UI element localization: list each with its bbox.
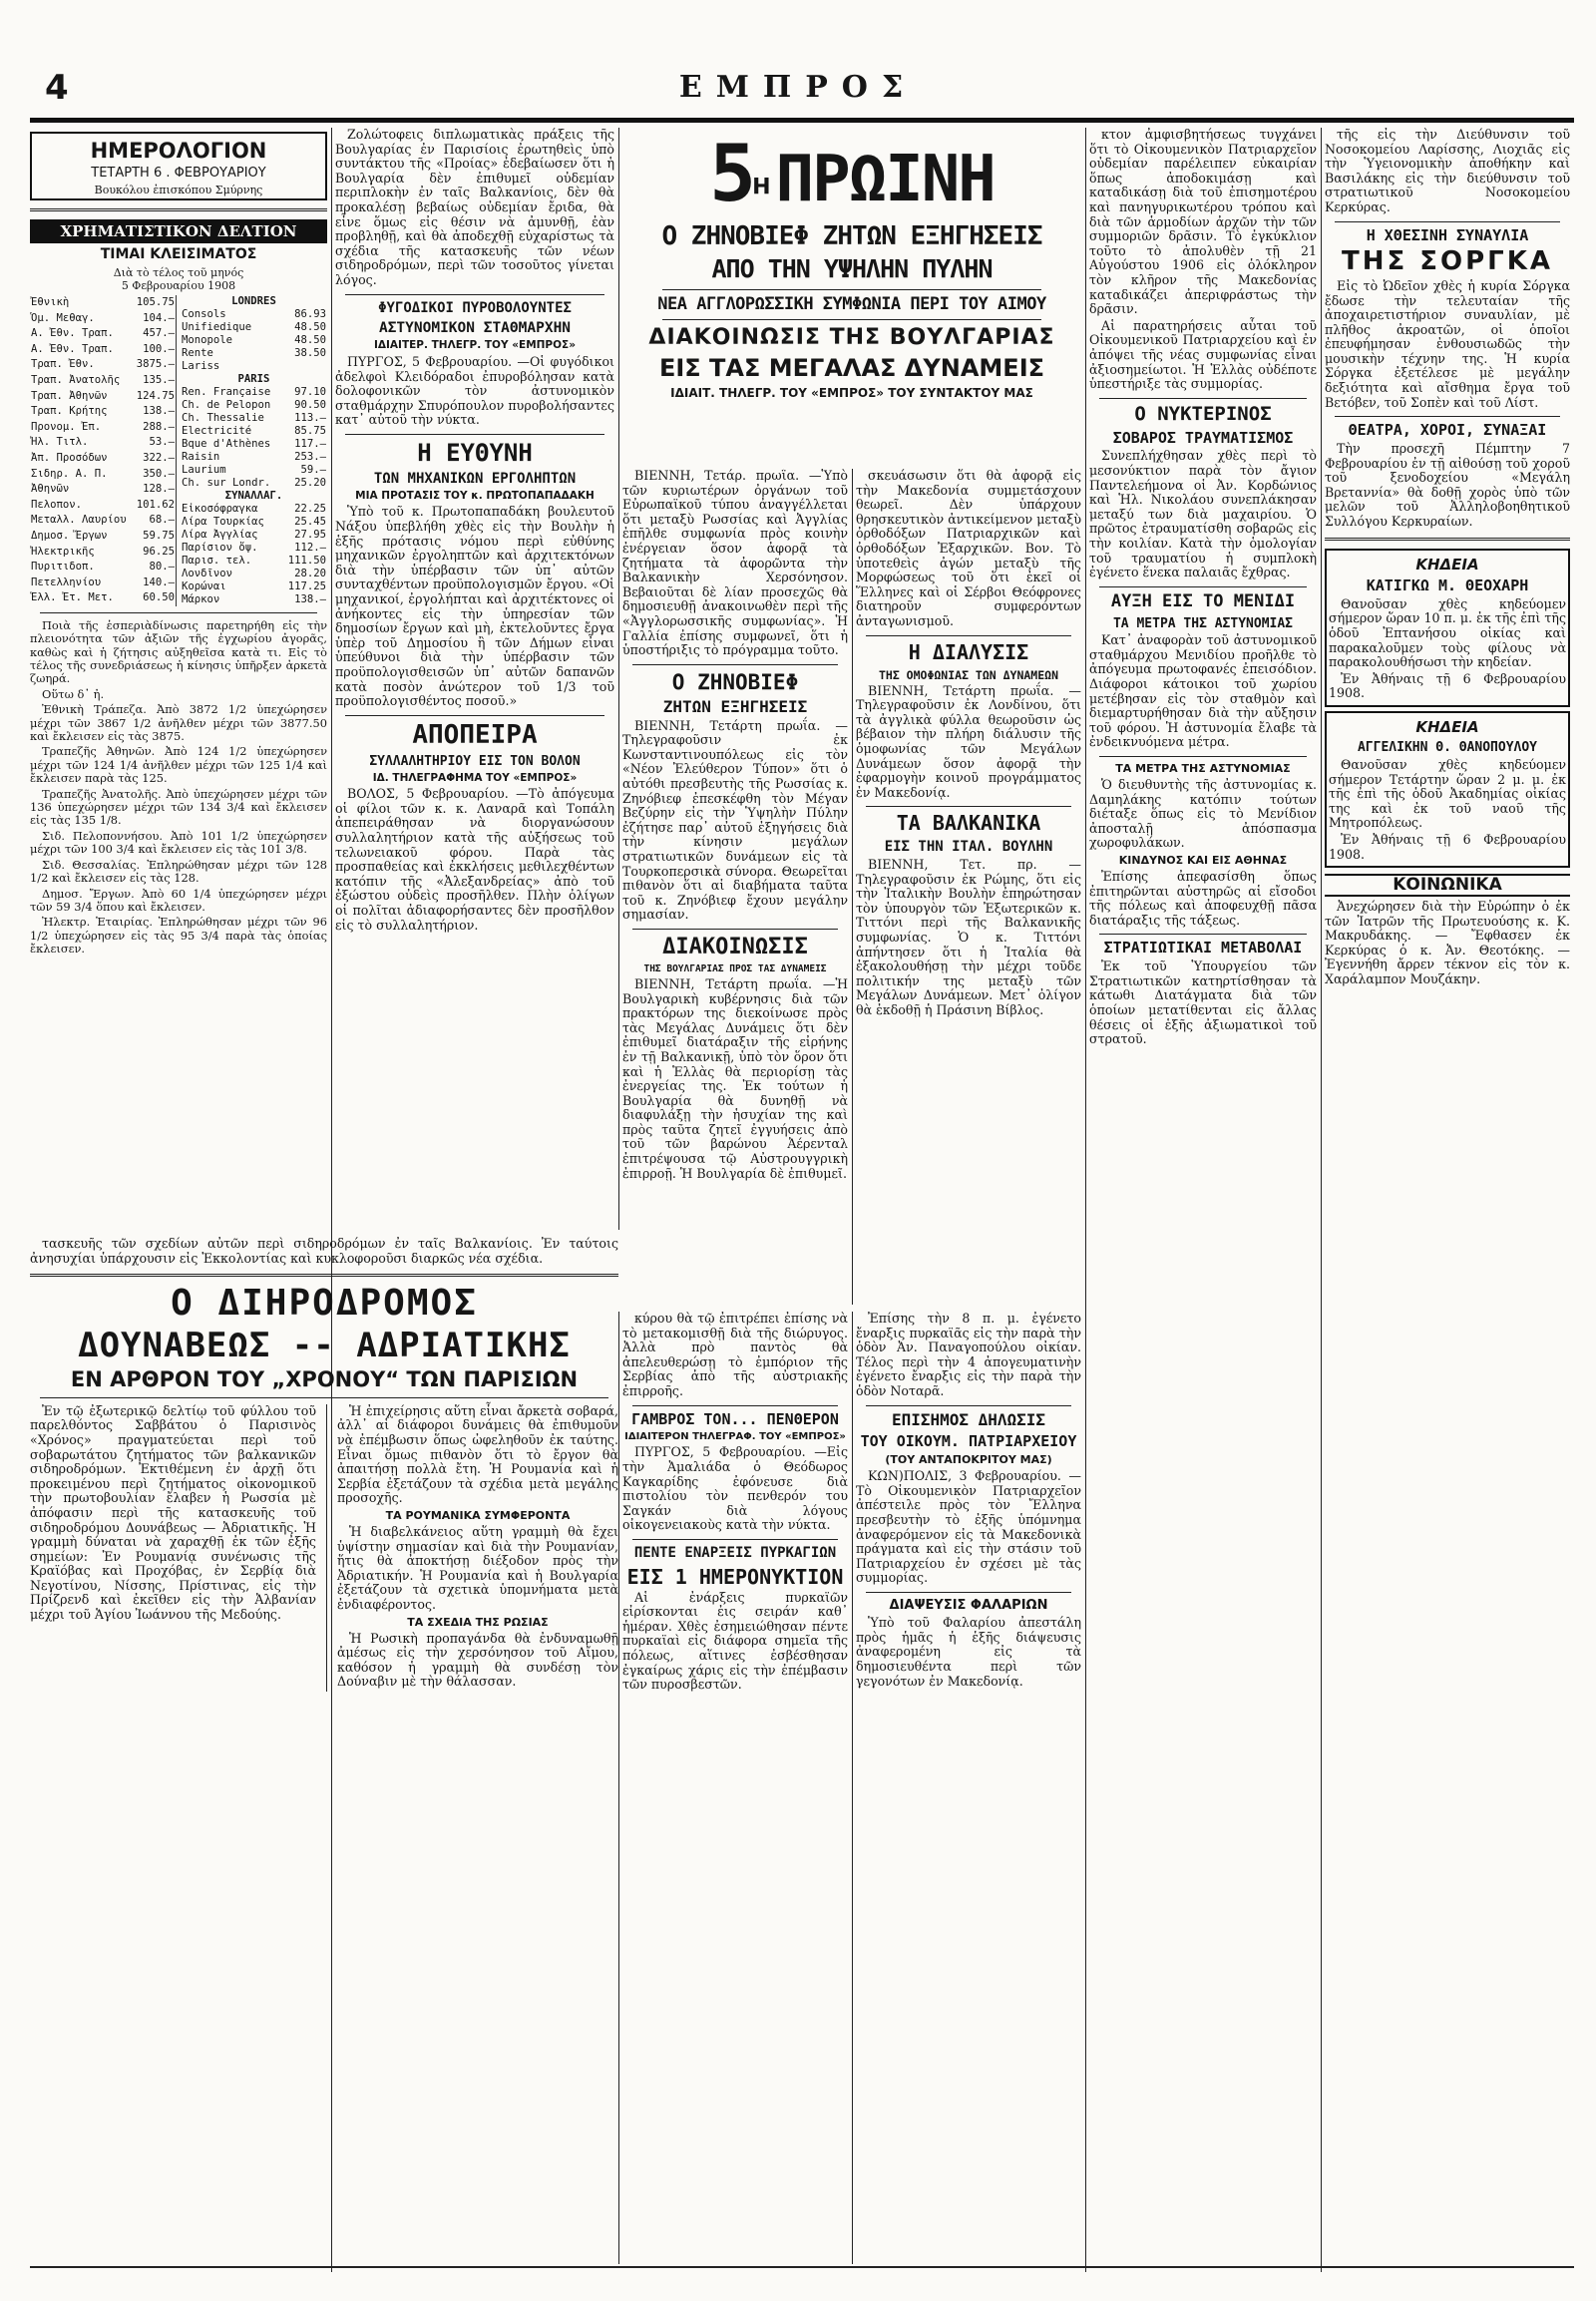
divider — [866, 806, 1071, 807]
rate-name: Electricité — [182, 424, 252, 437]
rate-name: Consols — [182, 307, 226, 320]
calendar-box — [30, 132, 327, 200]
rate-name: Λίρα Ἀγγλίας — [182, 528, 258, 541]
divider — [1335, 221, 1560, 222]
rate-value: 100.— — [143, 342, 175, 355]
finance-tables — [30, 295, 327, 606]
rate-name: Μεταλλ. Λαυρίου — [31, 514, 127, 527]
article-paragraph: κτον ἀμφισβητήσεως τυγχάνει ὅτι τὸ Οἰκουμενικὸν Πατριαρχεῖον οὐδεμίαν παρέλειπεν εὐκαιρίαν ὅπως ἀποδοκιμάσῃ καὶ καταδικάσῃ διὰ τοῦ ἐπισημοτέρου καὶ πανηγυρικωτέρου τρόπου καὶ διὰ τῶν ἁρμοδίων ἀρχῶν τὴν τῶν συμμοριῶν δρᾶσιν. Τὸ ἐγκύκλιον τοῦτο τὸ ἀπολυθὲν τῇ 21 Αὐγούστου 1906 εἰς ὁλόκληρον τὸν κλῆρον τῆς Μακεδονίας καταδικάζει ἀπεριφράστως τὴν δρᾶσιν. — [1089, 128, 1317, 317]
article-paragraph: Ἡ Ρωσικὴ προπαγάνδα θὰ ἐνδυναμωθῇ ἀμέσως εἰς τὴν χερσόνησον τοῦ Αἴμου, καθόσον ἡ γραμμὴ θὰ συνδέσῃ τὸν Δούναβιν μὲ τὴν θάλασσαν. — [336, 1630, 618, 1690]
headline: ΕΙΣ 1 ΗΜΕΡΟΝΥΚΤΙΟΝ — [626, 1564, 844, 1589]
masthead-rule — [30, 118, 1574, 123]
rates-section-label: LONDRES — [231, 294, 276, 307]
article-paragraph: ΠΥΡΓΟΣ, 5 Φεβρουαρίου. —Εἰς τὴν Ἀμαλιάδα ὁ Θεόδωρος Καγκαρίδης ἐφόνευσε διὰ πιστολίου τὸν πενθερόν του Σαγκάν διὰ λόγους οἰκογενειακοὺς κατὰ τὴν νύκτα. — [622, 1444, 848, 1533]
article-paragraph: ΒΙΕΝΝΗ, Τετ. πρ. —Τηλεγραφοῦσιν ἐκ Ρώμης, ὅτι εἰς τὴν Ἰταλικὴν Βουλὴν ἐπηρώτησαν τὸν ὑπουργὸν τῶν Ἐξωτερικῶν κ. Τιττόνι περὶ τῆς Βαλκανικῆς συμφωνίας. Ὁ κ. Τιττόνι ἀπήντησεν ὅτι ἡ Ἰταλία θὰ ἐξακολουθήσῃ τὴν μέχρι τοῦδε πολιτικήν της μεταξὺ τῶν Μεγάλων Δυνάμεων. Μετ᾽ ὀλίγον θὰ ἐκδοθῇ ἡ Πράσινη Βίβλος. — [856, 857, 1081, 1017]
finance-commentary-paragraph: Τραπεζῆς Ἀθηνῶν. Ἀπὸ 124 1/2 ὑπεχώρησεν μέχρι τῶν 124 1/4 ἀνῆλθεν μέχρι τῶν 125 1/4 καὶ ἔκλεισεν παρὰ τὰς 125. — [30, 744, 327, 786]
rate-name: Τραπ. Ἀνατολῆς — [31, 374, 121, 387]
headline: ΦΥΓΟΔΙΚΟΙ ΠΥΡΟΒΟΛΟΥΝΤΕΣ — [378, 299, 572, 316]
rate-row — [181, 347, 327, 360]
funeral-name: ΚΑΤΙΓΚΩ Μ. ΘΕΟΧΑΡΗ — [1366, 576, 1529, 595]
column-rule — [852, 1312, 853, 2264]
divider — [662, 289, 1041, 290]
rate-name: Raisin — [182, 450, 220, 463]
divider — [866, 1592, 1071, 1593]
divider — [1099, 756, 1307, 757]
byline: ΙΔΙΑΙΤΕΡ. ΤΗΛΕΓΡ. ΤΟΥ «ΕΜΠΡΟΣ» — [373, 339, 577, 352]
rate-name: Τραπ. Ἐθν. — [31, 358, 95, 371]
main-article-col-right — [337, 1404, 618, 1692]
rate-value: 86.93 — [294, 307, 326, 320]
rate-row — [181, 451, 327, 464]
headline: ΔΙΑΚΟΙΝΩΣΙΣ — [662, 934, 808, 959]
rate-name: Μάρκον — [182, 592, 220, 605]
rate-row — [30, 420, 177, 436]
column-rule — [618, 1312, 619, 2264]
rate-name: Unifiedique — [182, 320, 252, 333]
headline: ΤΟΥ ΟΙΚΟΥΜ. ΠΑΤΡΙΑΡΧΕΙΟΥ — [860, 1432, 1077, 1451]
rate-name: Παρισ. τελ. — [182, 554, 252, 567]
rate-row — [181, 593, 327, 606]
rate-row — [181, 529, 327, 542]
rate-row — [30, 482, 177, 498]
social-title: ΚΟΙΝΩΝΙΚΑ — [1325, 874, 1570, 897]
rate-value: 140.— — [143, 575, 175, 588]
rate-value: 28.20 — [294, 567, 326, 579]
column-rule — [852, 469, 853, 1305]
calendar-label: ΗΜΕΡΟΛΟΓΙΟΝ — [90, 139, 267, 163]
rate-name: Ἀθηνῶν — [31, 483, 70, 496]
divider — [1325, 538, 1570, 541]
divider — [30, 208, 327, 211]
main-article-subtitle: ΕΝ ΑΡΘΡΟΝ ΤΟΥ „ΧΡΟΝΟΥ“ ΤΩΝ ΠΑΡΙΣΙΩΝ — [70, 1366, 579, 1391]
divider — [632, 1405, 838, 1406]
rate-value: 457.— — [143, 327, 175, 340]
rate-value: 113.— — [294, 411, 326, 424]
article-paragraph: Αἱ παρατηρήσεις αὗται τοῦ Οἰκουμενικοῦ Πατριαρχείου καὶ ἐν ἀπόψει τῆς νέας συμφωνίας εἶναι ἀξιοσημείωτοι. Ἡ Ἑλλὰς οὐδέποτε ὑπεστήριξε τὰς συμμορίας. — [1089, 317, 1317, 392]
headline: ΤΑ ΣΧΕΔΙΑ ΤΗΣ ΡΩΣΙΑΣ — [407, 1615, 549, 1629]
rate-row — [181, 477, 327, 490]
rate-name: Ch. Thessalie — [182, 411, 264, 424]
finance-subtitle: ΤΙΜΑΙ ΚΛΕΙΣΙΜΑΤΟΣ — [100, 246, 257, 263]
column-4 — [856, 469, 1081, 1305]
article-paragraph: Κατ᾽ ἀναφορὰν τοῦ ἀστυνομικοῦ σταθμάρχου Μενιδίου προῆλθε τὸ ἀπόγευμα πρωτοφανές ἐπεισόδιον. Διάφοροι κάτοικοι τοῦ χωρίου μετέβησαν εἰς τὸν σταθμὸν καὶ διεμαρτυρήθησαν διὰ τὴν αὔξησιν τοῦ φόρου. Ἡ ἀστυνομία ἔλαβε τὰ ἐνδεικνυόμενα μέτρα. — [1089, 632, 1317, 750]
rate-name: Monopole — [182, 333, 233, 346]
rate-row — [30, 435, 177, 451]
rate-value: 97.10 — [294, 385, 326, 398]
rate-value: 59.— — [300, 463, 326, 476]
rate-row — [30, 295, 177, 311]
rate-value: 253.— — [294, 450, 326, 463]
rate-value: 59.75 — [143, 529, 175, 542]
funeral-name: ΑΓΓΕΛΙΚΗΝ Θ. ΘΑΝΟΠΟΥΛΟΥ — [1357, 740, 1537, 756]
rate-row — [30, 451, 177, 467]
rate-value: 38.50 — [294, 346, 326, 359]
rate-name: Τραπ. Κρήτης — [31, 405, 108, 418]
column-1 — [30, 128, 327, 1230]
rate-value: 25.45 — [294, 515, 326, 528]
rate-value: 124.75 — [136, 389, 175, 402]
rate-row — [181, 542, 327, 555]
rate-name: Λονδῖνον — [182, 567, 233, 579]
article-paragraph: τῆς εἰς τὴν Διεύθυνσιν τοῦ Νοσοκομείου Λαρίσσης, Λιοχιᾶς εἰς τὴν Ὑγειονομικὴν ἀποθήκην καὶ Βασιλάκης εἰς τὴν διεύθυνσιν τοῦ στρατιωτικοῦ Νοσοκομείου Κερκύρας. — [1325, 128, 1570, 214]
newspaper-title: ΕΜΠΡΟΣ — [678, 70, 918, 105]
byline: (ΤΟΥ ΑΝΤΑΠΟΚΡΙΤΟΥ ΜΑΣ) — [885, 1453, 1052, 1467]
article-paragraph: ΒΙΕΝΝΗ, Τετάρτη πρωΐα. —Ἡ Βουλγαρικὴ κυβέρνησις διὰ τῶν πρακτόρων της διεκοίνωσε πρὸς τὰς Μεγάλας Δυνάμεις ὅτι δὲν ἐπιθυμεῖ διατάραξιν τῆς εἰρήνης ἐν τῇ Βαλκανικῇ, ὑπὸ τὸν ὅρον ὅτι καὶ ἡ Ἑλλὰς θὰ περιορίσῃ τὰς ἐνεργείας της. Ἐκ τούτων ἡ Βουλγαρία θὰ δυνηθῇ νὰ διαφυλάξῃ τὴν ἡσυχίαν της καὶ πρὸς ταῦτα ζητεῖ ἐγγυήσεις ἀπὸ τοῦ τῶν βαρώνου Ἀέρενταλ ἐπιτρέψουσα τῷ Αὐστρουγγρικὴ ἐπιρροῇ. Ἡ Βουλγαρία δὲ ἐπιθυμεῖ. — [622, 975, 848, 1181]
finance-commentary-paragraph: Δημοσ. Ἔργων. Ἀπὸ 60 1/4 ὑπεχώρησεν μέχρι τῶν 59 3/4 ὅπου καὶ ἔκλεισεν. — [30, 886, 327, 914]
bottom-rule — [30, 2266, 1574, 2268]
funeral-title: ΚΗΔΕΙΑ — [1415, 717, 1479, 736]
finance-commentary-paragraph: Ἐθνικὴ Τράπεζα. Ἀπὸ 3872 1/2 ὑπεχώρησεν μέχρι τῶν 3867 1/2 ἀνῆλθεν μέχρι τῶν 3877.50 καὶ ἔκλεισεν εἰς τὰς 3875. — [30, 702, 327, 744]
page-number: 4 — [45, 68, 69, 108]
article-paragraph: Ἡ διαβελκάνειος αὕτη γραμμὴ θὰ ἔχει ὑψίστην σημασίαν καὶ διὰ τὴν Ρουμανίαν, ἥτις θὰ ἀποκτήσῃ διέξοδον πρὸς τὴν Ἀδριατικήν. Ἡ Ρουμανία καὶ ἡ Βουλγαρία ἐξετάζουν τὰ σχετικὰ ὑπομνήματα μετὰ ἐνδιαφέροντος. — [336, 1524, 618, 1612]
rate-row — [30, 575, 177, 590]
rate-row — [181, 568, 327, 580]
byline: ΙΔΙΑΙΤ. ΤΗΛΕΓΡ. ΤΟΥ «ΕΜΠΡΟΣ» ΤΟΥ ΣΥΝΤΑΚΤΟΥ ΜΑΣ — [670, 385, 1033, 400]
rate-row — [30, 544, 177, 560]
funeral-title: ΚΗΔΕΙΑ — [1415, 555, 1479, 574]
rate-name: Σιδηρ. Α. Π. — [31, 467, 108, 480]
headline: ΤΑ ΒΑΛΚΑΝΙΚΑ — [896, 811, 1041, 836]
rate-row — [30, 498, 177, 514]
rate-row — [181, 516, 327, 529]
rate-row — [181, 503, 327, 516]
rate-row — [30, 466, 177, 482]
divider — [866, 635, 1071, 636]
headline: ΣΥΛΛΑΛΗΤΗΡΙΟΥ ΕΙΣ ΤΟΝ ΒΟΛΟΝ — [369, 753, 581, 769]
lower-col-4 — [856, 1312, 1081, 2264]
rate-row — [30, 342, 177, 358]
finance-date: 5 Φεβρουαρίου 1908 — [121, 278, 236, 292]
headline: ΠΕΝΤΕ ΕΝΑΡΞΕΙΣ ΠΥΡΚΑΓΙΩΝ — [633, 1544, 837, 1561]
article-paragraph: ΠΥΡΓΟΣ, 5 Φεβρουαρίου. —Οἱ φυγόδικοι ἀδελφοὶ Κλειδόραδοι ἐπυροβόλησαν κατὰ δολοφονικῶν τὸν ἀστυνομικὸν σταθμάρχην Σπυρόπουλον πυροβολήσαντες κατ᾽ αὐτοῦ τὴν νύκτα. — [335, 353, 614, 428]
headline: ΤΑ ΡΟΥΜΑΝΙΚΑ ΣΥΜΦΕΡΟΝΤΑ — [385, 1508, 571, 1522]
main-article-col-left — [30, 1404, 316, 1692]
article-paragraph: Συνεπλήχθησαν χθὲς περὶ τὸ μεσονύκτιον παρὰ τὸν ἄγιον Παντελεήμονα οἱ Ἀν. Κορδώνιος καὶ Ἡλ. Νικολάου συνεπλάκησαν μεταξύ των διὰ μαχαιρίου. Ὁ πρῶτος ἐτραυματίσθη σοβαρῶς εἰς τὴν κοιλίαν. Κατὰ τὴν ὁμολογίαν τοῦ τραυματίου ἡ συμπλοκὴ ἐγένετο ἕνεκα παλαιᾶς ἔχθρας. — [1089, 448, 1317, 580]
rate-row — [30, 326, 177, 342]
rate-value: 48.50 — [294, 320, 326, 333]
rate-name: Ch. sur Londr. — [182, 476, 271, 489]
byline: ΙΔ. ΤΗΛΕΓΡΑΦΗΜΑ ΤΟΥ «ΕΜΠΡΟΣ» — [372, 771, 578, 784]
finance-title: ΧΡΗΜΑΤΙΣΤΙΚΟΝ ΔΕΛΤΙΟΝ — [30, 219, 327, 243]
rate-name: Ἠλεκτρικῆς — [31, 545, 95, 558]
rate-value: 117.25 — [287, 579, 326, 592]
rate-name: Rente — [182, 346, 213, 359]
calendar-date: ΤΕΤΑΡΤΗ 6 . ΦΕΒΡΟΥΑΡΙΟΥ — [91, 166, 266, 182]
headline: Η ΧΘΕΣΙΝΗ ΣΥΝΑΥΛΙΑ — [1366, 225, 1529, 244]
rate-value: 80.— — [149, 561, 175, 574]
headline: ΚΙΝΔΥΝΟΣ ΚΑΙ ΕΙΣ ΑΘΗΝΑΣ — [1118, 854, 1288, 868]
rate-row — [181, 308, 327, 321]
divider — [632, 929, 838, 930]
rate-value: 135.— — [143, 374, 175, 387]
article-paragraph: ΒΙΕΝΝΗ, Τετάρτη πρωΐα. —Τηλεγραφοῦσιν ἐκ Λονδίνου, ὅτι τὰ ἀγγλικὰ φύλλα θεωροῦσιν ὡς βέβαιον τὴν πλήρη διάλυσιν τῆς ὁμοφωνίας τῶν Μεγάλων Δυνάμεων ὅσον ἀφορᾷ τὴν ἐφαρμογὴν κοινοῦ προγράμματος ἐν Μακεδονίᾳ. — [856, 682, 1081, 800]
divider — [1099, 934, 1307, 935]
headline: ΔΙΑΨΕΥΣΙΣ ΦΑΛΑΡΙΩΝ — [889, 1597, 1048, 1613]
article-paragraph: κύρου θὰ τῷ ἐπιτρέπει ἐπίσης νὰ τὸ μετακομισθῇ διὰ τῆς διώρυγος. Ἀλλὰ πρὸ παντὸς θὰ ἀπελευθερώσῃ τὸ ἐμπόριον τῆς Σερβίας ἀπὸ τῆς αὐστριακῆς ἐπιρροῆς. — [622, 1312, 848, 1398]
rate-value: 22.25 — [294, 502, 326, 515]
divider — [632, 1539, 838, 1540]
banner-line: ΕΙΣ ΤΑΣ ΜΕΓΑΛΑΣ ΔΥΝΑΜΕΙΣ — [658, 353, 1045, 382]
rate-name: Ὁμ. Μεθαγ. — [31, 311, 95, 324]
column-6 — [1325, 128, 1570, 2272]
rate-row — [30, 373, 177, 389]
headline: ΤΗΣ ΣΟΡΓΚΑ — [1341, 246, 1554, 277]
divider — [1335, 416, 1560, 417]
rate-name: Κορώναι — [182, 579, 226, 592]
divider — [1099, 398, 1307, 399]
rate-value: 96.25 — [143, 545, 175, 558]
column-5 — [1089, 128, 1317, 2272]
article-paragraph: Ἀνεχώρησεν διὰ τὴν Εὐρώπην ὁ ἐκ τῶν Ἰατρῶν τῆς Πρωτευούσης κ. Κ. Μακρυδάκης. — Ἔφθασεν ἐκ Κερκύρας ὁ κ. Ἀν. Θεοτόκης. — Ἐγεννήθη ἄρρεν τέκνον εἰς τὸν κ. Χαράλαμπον Μουζάκην. — [1325, 898, 1570, 986]
lower-col-3 — [622, 1312, 848, 2264]
rate-value: 25.20 — [294, 476, 326, 489]
rate-row — [30, 529, 177, 545]
rate-name: Ch. de Pelopon — [182, 398, 271, 411]
rate-row — [30, 560, 177, 575]
article-paragraph: Εἰς τὸ Ὠδεῖον χθὲς ἡ κυρία Σόργκα ἔδωσε τὴν τελευταίαν τῆς ἀποχαιρετιστήριον συναυλίαν, μὲ πλῆθος ἀκροατῶν, οἱ ὁποῖοι ἐπευφήμησαν ἐνθουσιωδῶς τὴν μουσικὴν τέχνην της. Ἡ κυρία Σόργκα ἐξετέλεσε μὲ μεγάλην δεξιότητα καὶ αἴσθημα ἔργα τοῦ Βετόβεν, τοῦ Σοπὲν καὶ τοῦ Λίστ. — [1325, 277, 1570, 410]
banner-line: ΑΠΟ ΤΗΝ ΥΨΗΛΗΝ ΠΥΛΗΝ — [711, 254, 993, 284]
rate-row — [181, 386, 327, 399]
main-article-body — [30, 1404, 618, 1692]
article-paragraph: Ἡ ἐπιχείρησις αὕτη εἶναι ἄρκετὰ σοβαρά, ἀλλ᾽ αἱ διάφοροι δυνάμεις θὰ ἐπιθυμοῦν νὰ ἐπέμβωσιν ὅπως ὠφεληθοῦν ἐκ ταύτης. Εἶναι ὅμως πιθανὸν ὅτι τὸ ἔργον θὰ ἀπαιτήσῃ πολλὰ ἔτη. Ἡ Ρουμανία καὶ ἡ Σερβία ἐξετάζουν τὰ σχέδια μετὰ μεγάλης προσοχῆς. — [336, 1402, 618, 1506]
column-rule — [1321, 128, 1322, 2272]
byline: ΜΙΑ ΠΡΟΤΑΣΙΣ ΤΟΥ κ. ΠΡΩΤΟΠΑΠΑΔΑΚΗ — [355, 489, 595, 502]
headline: ΑΥΞΗ ΕΙΣ ΤΟ ΜΕΝΙΔΙ — [1110, 590, 1296, 611]
headline: ΖΗΤΩΝ ΕΞΗΓΗΣΕΙΣ — [662, 696, 808, 716]
rate-name: Λίρα Τουρκίας — [182, 515, 264, 528]
article-paragraph: Ζολώτοφεις διπλωματικὰς πράξεις τῆς Βουλγαρίας ἐν Παρισίοις ἐρωτηθεὶς ὑπὸ συντάκτου τῆς «Προίας» ἐδεβαίωσεν ὅτι ἡ Βουλγαρία δὲν ἐπιθυμεῖ οὐδεμίαν περιπλοκὴν ἐν ταῖς Βαλκανίοις, δὲν θὰ προκαλέσῃ βεβαίως οὐδεμίαν ἔριδα, θὰ εἶνε ὅμως εἰς θέσιν νὰ ἀμυνθῇ, ἐὰν προβληθῇ, καὶ θὰ ἀποδεχθῇ εὐχαρίστως τὰ σχέδια τῆς κατασκευῆς τῶν νέων σιδηροδρόμων, περὶ τῶν τοσοῦτος γίνεται λόγος. — [335, 128, 614, 287]
banner-line: Ο ΖΗΝΟΒΙΕΦ ΖΗΤΩΝ ΕΞΗΓΗΣΕΙΣ — [661, 221, 1042, 251]
rate-value: 288.— — [143, 420, 175, 433]
rate-name: Πελοπον. — [31, 498, 83, 511]
rate-row — [181, 425, 327, 438]
rate-value: 27.95 — [294, 528, 326, 541]
headline: ΑΠΟΠΕΙΡΑ — [412, 719, 538, 750]
article-paragraph: ΒΟΛΟΣ, 5 Φεβρουαρίου. —Τὸ ἀπόγευμα οἱ φίλοι τῶν κ. κ. Λαναρᾶ καὶ Τοπάλη ἀπεπειράθησαν νὰ διοργανώσουν συλλαλητήριον κατὰ τῆς αὐξήσεως τοῦ τελωνειακοῦ φόρου. Παρὰ τὰς προσπαθείας καὶ ἐκκλήσεις μεθιλεχθέντων κατόπιν τῆς «Ἀλεξανδρείας» ἀπὸ τοῦ ἐξώστου οὐδεὶς προσῆλθεν. Πλὴν ὀλίγων οἱ πολῖται ἀδιαφορήσαντες δὲν προσῆλθον εἰς τὸ συλλαλητήριον. — [335, 786, 614, 933]
banner-line: ΝΕΑ ΑΓΓΛΟΡΩΣΣΙΚΗ ΣΥΜΦΩΝΙΑ ΠΕΡΙ ΤΟΥ ΑΙΜΟΥ — [657, 293, 1046, 314]
rate-row — [30, 388, 177, 404]
headline: ΤΑ ΜΕΤΡΑ ΤΗΣ ΑΣΤΥΝΟΜΙΑΣ — [1112, 615, 1293, 631]
rate-row — [181, 321, 327, 334]
divider — [40, 1397, 608, 1398]
rate-row — [181, 464, 327, 477]
banner-time-word: ΠΡΩΙΝΗ — [775, 143, 995, 216]
column-rule — [1085, 128, 1086, 2272]
rate-value: 117.— — [294, 437, 326, 450]
rate-name: Δημοσ. Ἔργων — [31, 529, 108, 542]
rate-value — [282, 360, 327, 373]
rate-value: 105.75 — [136, 296, 175, 309]
rate-name: Ren. Française — [182, 385, 271, 398]
finance-commentary — [30, 619, 327, 957]
rate-value: 101.62 — [136, 498, 175, 511]
rates-section-label: PARIS — [237, 372, 270, 385]
rate-value: 85.75 — [294, 424, 326, 437]
divider — [345, 294, 604, 295]
rate-name: Ἀπ. Προσόδων — [31, 452, 108, 465]
column-rule — [326, 1404, 327, 1692]
article-paragraph: Ὑπὸ τοῦ Φαλαρίου ἀπεστάλη πρὸς ἡμᾶς ἡ ἑξῆς διάψευσις ἀναφερομένη εἰς τὰ δημοσιευθέντα περὶ τῶν γεγονότων ἐν Μακεδονίᾳ. — [856, 1615, 1081, 1689]
calendar-saint: Βουκόλου ἐπισκόπου Σμύρνης — [94, 184, 263, 197]
divider — [866, 1405, 1071, 1406]
headline: ΕΙΣ ΤΗΝ ΙΤΑΛ. ΒΟΥΛΗΝ — [884, 839, 1053, 856]
rate-value: 60.50 — [143, 591, 175, 604]
rate-row — [30, 404, 177, 420]
rates-section-label: ΣΥΝΑΛΛΑΓ. — [224, 489, 283, 502]
rate-row — [181, 399, 327, 412]
divider — [345, 715, 604, 716]
rate-name: Εἰκοσόφραγκα — [182, 502, 258, 515]
main-article-title: Ο ΔΙΗΡΟΔΡΟΜΟΣ — [171, 1283, 478, 1325]
divider — [632, 664, 838, 665]
article-paragraph: ΚΩΝ)ΠΟΛΙΣ, 3 Φεβρουαρίου. —Τὸ Οἰκουμενικὸν Πατριαρχεῖον ἀπέστειλε πρὸς τὸν Ἔλληνα πρεσβευτὴν τὸ ἐξῆς ὑπόμνημα ἀναφερόμενον εἰς τὰ Μακεδονικὰ πράγματα καὶ εἰς τὴν στάσιν τοῦ Πατριαρχείου ἐν σχέσει μὲ τὰς συμμορίας. — [856, 1468, 1081, 1586]
funeral-notice-1 — [1325, 549, 1570, 707]
rate-value: 111.50 — [287, 554, 326, 567]
rate-row — [30, 310, 177, 326]
rate-row — [181, 438, 327, 451]
rate-value: 128.— — [143, 483, 175, 496]
rate-name: Ἑλλ. Ἐτ. Μετ. — [31, 591, 114, 604]
article-paragraph: Ἐπίσης ἀπεφασίσθη ὅπως ἐπιτηρῶνται αὐστηρῶς αἱ εἴσοδοι τῆς πόλεως καὶ ἀποφευχθῇ πᾶσα διατάραξις τῆς τάξεως. — [1089, 869, 1317, 928]
rate-row — [181, 555, 327, 568]
column-2 — [335, 128, 614, 1230]
headline: Ο ΝΥΚΤΕΡΙΝΟΣ — [1134, 402, 1272, 425]
rate-value: 138.— — [143, 405, 175, 418]
banner-line: ΔΙΑΚΟΙΝΩΣΙΣ ΤΗΣ ΒΟΥΛΓΑΡΙΑΣ — [648, 325, 1055, 351]
main-article-title: ΔΟΥΝΑΒΕΩΣ -- ΑΔΡΙΑΤΙΚΗΣ — [78, 1325, 571, 1365]
article-paragraph: Ἐπίσης τὴν 8 π. μ. ἐγένετο ἔναρξις πυρκαϊᾶς εἰς τὴν παρὰ τὴν ὁδὸν Ἀν. Παναγοπούλου οἰκίαν. Τέλος περὶ τὴν 4 ἀπογευματινὴν ἐγένετο ἔναρξις εἰς τὴν παρὰ τὴν ὁδὸν Νοταρᾶ. — [856, 1312, 1081, 1398]
article-paragraph: Τὴν προσεχῆ Πέμπτην 7 Φεβρουαρίου ἐν τῇ αἰθούσῃ τοῦ χοροῦ τοῦ ξενοδοχείου «Μεγάλη Βρεταννία» θὰ δοθῇ χορὸς ὑπὸ τῶν μελῶν τοῦ Ἀλληλοβοηθητικοῦ Συλλόγου Κερκυραίων. — [1325, 441, 1570, 529]
rate-row — [181, 580, 327, 593]
headline: ΘΕΑΤΡΑ, ΧΟΡΟΙ, ΣΥΝΑΞΑΙ — [1348, 421, 1547, 440]
divider — [40, 612, 317, 613]
finance-commentary-paragraph: Σιδ. Πελοποννήσου. Ἀπὸ 101 1/2 ὑπεχώρησεν μέχρι τῶν 100 3/4 καὶ ἔκλεισεν εἰς τὰς 101 3/8. — [30, 828, 327, 857]
banner-hour-sup: Η — [752, 175, 771, 200]
rate-name: Ἐθνικὴ — [31, 296, 70, 309]
column-3 — [622, 469, 848, 1305]
column-rule — [618, 128, 619, 1230]
article-paragraph: Αἱ ἐνάρξεις πυρκαϊῶν εἰρίσκονται ἐις σειράν καθ᾽ ἡμέραν. Χθὲς ἐσημειώθησαν πέντε πυρκαϊαὶ εἰς διάφορα σημεῖα τῆς πόλεως, αἵτινες ἐσβέσθησαν ἐγκαίρως χάρις εἰς τὴν ἐπέμβασιν τῶν πυροσβεστῶν. — [622, 1589, 848, 1693]
rate-name: Laurium — [182, 463, 226, 476]
headline: ΣΟΒΑΡΟΣ ΤΡΑΥΜΑΤΙΣΜΟΣ — [1112, 428, 1294, 447]
headline: ΕΠΙΣΗΜΟΣ ΔΗΛΩΣΙΣ — [891, 1409, 1046, 1429]
rate-row — [30, 513, 177, 529]
headline: ΣΤΡΑΤΙΩΤΙΚΑΙ ΜΕΤΑΒΟΛΑΙ — [1103, 939, 1303, 958]
rate-value: 68.— — [149, 514, 175, 527]
funeral-date: Ἐν Ἀθήναις τῇ 6 Φεβρουαρίου 1908. — [1329, 670, 1566, 701]
banner-hour: 5 — [709, 130, 753, 219]
rate-name: Ἠλ. Τιτλ. — [31, 436, 89, 449]
article-paragraph: ΒΙΕΝΝΗ, Τετάρτη πρωΐα. —Τηλεγραφοῦσιν ἐκ Κωνσταντινουπόλεως εἰς τὸν «Νέον Ἐλεύθερον Τύπον» ὅτι ὁ αὐτόθι πρεσβευτὴς τῆς Ρωσσίας κ. Ζηνόβιεφ ἐπεσκέφθη τὸν Μέγαν Βεζύρην εἰς τὴν Ὑψηλὴν Πύλην ἐζήτησε παρ᾽ αὐτοῦ ἐξηγήσεις διὰ τὴν κίνησιν μεγάλων στρατιωτικῶν δυνάμεων εἰς τὰ Τουρκοπερσικὰ σύνορα. Θεωρεῖται πιθανὸν ὅτι αἱ διαβήματα ταῦτα τοῦ κ. Ζηνόβιεφ ἔχουν μεγάλην σημασίαν. — [622, 717, 848, 923]
headline: ΤΗΣ ΟΜΟΦΩΝΙΑΣ ΤΩΝ ΔΥΝΑΜΕΩΝ — [878, 667, 1058, 682]
headline: Η ΔΙΑΛΥΣΙΣ — [908, 639, 1029, 664]
article-paragraph: ΒΙΕΝΝΗ, Τετάρ. πρωΐα. —Ὑπὸ τῶν κυριωτέρων ὀργάνων τοῦ Εὐρωπαϊκοῦ τύπου ἀναγγέλλεται ὅτι μεταξὺ Ρωσσίας καὶ Ἀγγλίας ἐπῆλθε συμφωνία πρὸς κοινὴν ἐνέργειαν ὅσον ἀφορᾷ τὰ ζητήματα τὰ ἀφορῶντα τὴν Βαλκανικὴν Χερσόνησον. Βεβαιοῦται δὲ λίαν προσεχῶς θὰ δημοσιευθῇ ἀνακοινωθὲν περὶ τῆς «Ἀγγλορωσσικῆς συμφωνίας». Ἡ Γαλλία ἐπίσης συμφωνεῖ, ὅτι ἡ ὑποστήριξις τὸ πρόγραμμα τοῦτο. — [622, 469, 848, 658]
headline: ΤΑ ΜΕΤΡΑ ΤΗΣ ΑΣΤΥΝΟΜΙΑΣ — [1115, 761, 1291, 775]
rate-value: 322.— — [143, 452, 175, 465]
rate-value: 48.50 — [294, 333, 326, 346]
funeral-text: Θανοῦσαν χθὲς κηδεύομεν σήμερον ὥραν 10 π. μ. ἐκ τῆς ἐπὶ τῆς ὁδοῦ Ἐπτανήσου οἰκίας καὶ παρακαλοῦμεν τοὺς φίλους νὰ παρακολουθήσωσι τὴν κηδείαν. — [1329, 595, 1566, 670]
rate-name: Α. Ἐθν. Τραπ. — [31, 327, 114, 340]
article-paragraph: Ἐν τῷ ἐξωτερικῷ δελτίῳ τοῦ φύλλου τοῦ παρελθόντος Σαββάτου ὁ Παρισινὸς «Χρόνος» πραγματεύεται περὶ τοῦ σοβαρωτάτου ζητήματος τῶν βαλκανικῶν σιδηροδρόμων. Ἐκτιθέμενη ἐν ἀρχῇ ὅτι προκειμένου περὶ ζητήματος οἰκονομικοῦ τὴν πρωτοβουλίαν ἔλαβεν ἡ Ρωσσία μὲ ἀπόφασιν περὶ τῆς κατασκευῆς τοῦ σιδηροδρόμου Δουνάβεως — Ἀδριατικῆς. Ἡ γραμμὴ δύναται νὰ χαραχθῇ ἐκ τῶν ἐξῆς σημείων: Ἐν Ρουμανίᾳ συνένωσις τῆς Κραϊόβας καὶ Προχόβας, ἐν Σερβίᾳ διὰ Νεγοτίνου, Νίσσης, Πρίστινας, εἰς τὴν Πρίζρενδ καὶ ἐκεῖθεν εἰς τὴν Ἀλβανίαν μέχρι τοῦ Ἁγίου Ἰωάννου τῆς Μεδούης. — [30, 1402, 316, 1623]
finance-commentary-paragraph: Ἠλεκτρ. Ἑταιρίας. Ἐπληρώθησαν μέχρι τῶν 96 1/2 ὑπεχώρησεν εἰς τὰς 95 3/4 παρὰ τὰς ὁποίας ἔκλεισεν. — [30, 915, 327, 957]
article-paragraph: Ὑπὸ τοῦ κ. Πρωτοπαπαδάκη βουλευτοῦ Νάξου ὑπεβλήθη χθὲς εἰς τὴν Βουλὴν ἡ ἑξῆς πρότασις νόμου περὶ εὐθύνης μηχανικῶν ἐργοληπτῶν καὶ ἀρχιτεκτόνων διὰ τὴν ὑπέρβασιν τῶν ὑπ᾽ αὐτῶν συνταχθέντων προϋπολογισμῶν ἔργου. «Οἱ μηχανικοί, ἐργολήπται καὶ ἀρχιτέκτονες οἱ ἀνήκοντες εἰς τὴν ὑπηρεσίαν τῶν δημοσίων ἔργων καὶ μὴ, ἐκτελοῦντες ἔργα ὑπὲρ τοῦ Δημοσίου ἢ τῶν Δήμων εἶναι ὑπεύθυνοι διὰ τὴν ὑπέρβασιν τῶν προϋπολογισθεισῶν ὑπ᾽ αὐτῶν δαπανῶν κατὰ ποσὸν ἀνώτερον τοῦ 1/3 τοῦ προϋπολογισθέντος ποσοῦ.» — [335, 504, 614, 709]
rate-value: 90.50 — [294, 398, 326, 411]
finance-note: Διὰ τὸ τέλος τοῦ μηνός — [113, 265, 244, 279]
rate-value: 138.— — [294, 592, 326, 605]
banner-headline — [622, 128, 1081, 462]
rate-value: 112.— — [294, 541, 326, 554]
rate-row — [30, 357, 177, 373]
divider — [345, 434, 604, 435]
rate-name: Α. Ἐθν. Τραπ. — [31, 342, 114, 355]
article-paragraph: Ὁ διευθυντὴς τῆς ἀστυνομίας κ. Δαμηλάκης κατόπιν τούτων διέταξε ὅπως εἰς τὸ Μενίδιον ἀποσταλῇ ἀπόσπασμα χωροφυλάκων. — [1089, 777, 1317, 851]
rate-name: Τραπ. Ἀθηνῶν — [31, 389, 108, 402]
rate-value: 3875.— — [136, 358, 175, 371]
rate-name: Προνομ. Ἐπ. — [31, 420, 102, 433]
headline: ΤΗΣ ΒΟΥΛΓΑΡΙΑΣ ΠΡΟΣ ΤΑΣ ΔΥΝΑΜΕΙΣ — [643, 962, 827, 974]
rate-name: Πετελληνίου — [31, 575, 102, 588]
headline: ΑΣΤΥΝΟΜΙΚΟΝ ΣΤΑΘΜΑΡΧΗΝ — [378, 320, 572, 337]
funeral-text: Θανοῦσαν χθὲς κηδεύομεν σήμερον Τετάρτην ὥραν 2 μ. μ. ἐκ τῆς ἐπὶ τῆς ὁδοῦ Ἀκαδημίας οἰκίας της καὶ ἐκ τοῦ ναοῦ τῆς Μητροπόλεως. — [1329, 757, 1566, 831]
article-paragraph: σκευάσωσιν ὅτι θὰ ἀφορᾷ εἰς τὴν Μακεδονία συμμετάσχουν θεωρεῖ. Δὲν ὑπάρχουν θρησκευτικὸν ἀντικείμενον μεταξὺ ὀρθοδόξων Πατριαρχικῶν καὶ ὀρθοδόξων Ἐξαρχικῶν. Βον. Τὸ ὑποτεθεὶς ἀγών μεταξὺ τῆς Μορφώσεως τοῦ ὅτι ἐκεῖ οἱ Ἕλληνες καὶ οἱ Σέρβοι Θεόφρονες διατηροῦν συμφερόντων ἀνταγωνισμοῦ. — [856, 469, 1081, 628]
rate-row — [181, 334, 327, 347]
finance-commentary-paragraph: Οὕτω δ᾽ ἠ. — [42, 686, 105, 701]
headline: Η ΕΥΘΥΝΗ — [417, 438, 533, 467]
foreign-rates-table — [181, 295, 327, 606]
headline: ΓΑΜΒΡΟΣ ΤΟΝ... ΠΕΝΘΕΡΟΝ — [631, 1409, 839, 1428]
masthead — [0, 68, 1596, 118]
finance-commentary-paragraph: Τραπεζῆς Ἀνατολῆς. Ἀπὸ ὑπεχώρησεν μέχρι τῶν 136 ὑπεχώρησεν μέχρι τῶν 134 3/4 καὶ ἔκλεισεν εἰς τὰς 135 1/8. — [30, 786, 327, 828]
article-paragraph: Ἐκ τοῦ Ὑπουργείου τῶν Στρατιωτικῶν κατηρτίσθησαν τὰ κάτωθι Διατάγματα διὰ τῶν ὁποίων μετατίθενται εἰς ἄλλας θέσεις οἱ ἑξῆς ἀξιωματικοὶ τοῦ στρατοῦ. — [1089, 959, 1317, 1047]
article-paragraph: τασκευῆς τῶν σχεδίων αὐτῶν περὶ σιδηροδρόμων ἐν ταῖς Βαλκανίοις. Ἐν ταύτοις ἀνησυχίαι ὑπάρχουσιν εἰς Ἐκκολοντίας καὶ κυκλοφοροῦσι διαρκῶς νέα σχέδια. — [30, 1237, 618, 1266]
rate-name: Lariss — [182, 359, 220, 372]
divider — [30, 1274, 618, 1277]
rate-value: 104.— — [143, 311, 175, 324]
rate-row — [181, 412, 327, 425]
headline: Ο ΖΗΝΟΒΙΕΦ — [671, 669, 799, 694]
rate-value: 53.— — [149, 436, 175, 449]
rate-row — [30, 590, 177, 606]
rate-row — [181, 360, 327, 373]
lower-left-section — [30, 1237, 618, 2264]
finance-commentary-paragraph: Ποιὰ τῆς ἑσπεριὰδίνωσις παρετηρήθη εἰς τὴν πλειονότητα τῶν ἀξιῶν τῆς ἐγχωρίου ἀγορᾶς, καθὼς καὶ ἡ ζήτησις αὐξηθεῖσα κατὰ τι. Εἰς τὸ τέλος τῆς συνεδριάσεως ἡ κίνησις ὑπῆρξεν ἀρκετὰ ζωηρά. — [30, 617, 327, 686]
banner-time — [622, 130, 1081, 219]
rate-name: Παρίσιον ὄψ. — [182, 541, 258, 554]
headline: ΤΩΝ ΜΗΧΑΝΙΚΩΝ ΕΡΓΟΛΗΠΤΩΝ — [373, 471, 577, 488]
rate-value: 350.— — [143, 467, 175, 480]
rate-name: Πυριτιδοπ. — [31, 561, 95, 574]
local-rates-table — [30, 295, 177, 606]
divider — [1099, 586, 1307, 587]
byline: ΙΔΙΑΙΤΕΡΟΝ ΤΗΛΕΓΡΑΦ. ΤΟΥ «ΕΜΠΡΟΣ» — [624, 1431, 846, 1443]
funeral-date: Ἐν Ἀθήναις τῇ 6 Φεβρουαρίου 1908. — [1329, 832, 1566, 862]
funeral-notice-2 — [1325, 711, 1570, 868]
divider — [662, 319, 1041, 320]
rate-name: Bque d'Athènes — [182, 437, 271, 450]
finance-commentary-paragraph: Σιδ. Θεσσαλίας. Ἐπληρώθησαν μέχρι τῶν 128 1/2 καὶ ἔκλεισεν εἰς τὰς 128. — [30, 857, 327, 886]
